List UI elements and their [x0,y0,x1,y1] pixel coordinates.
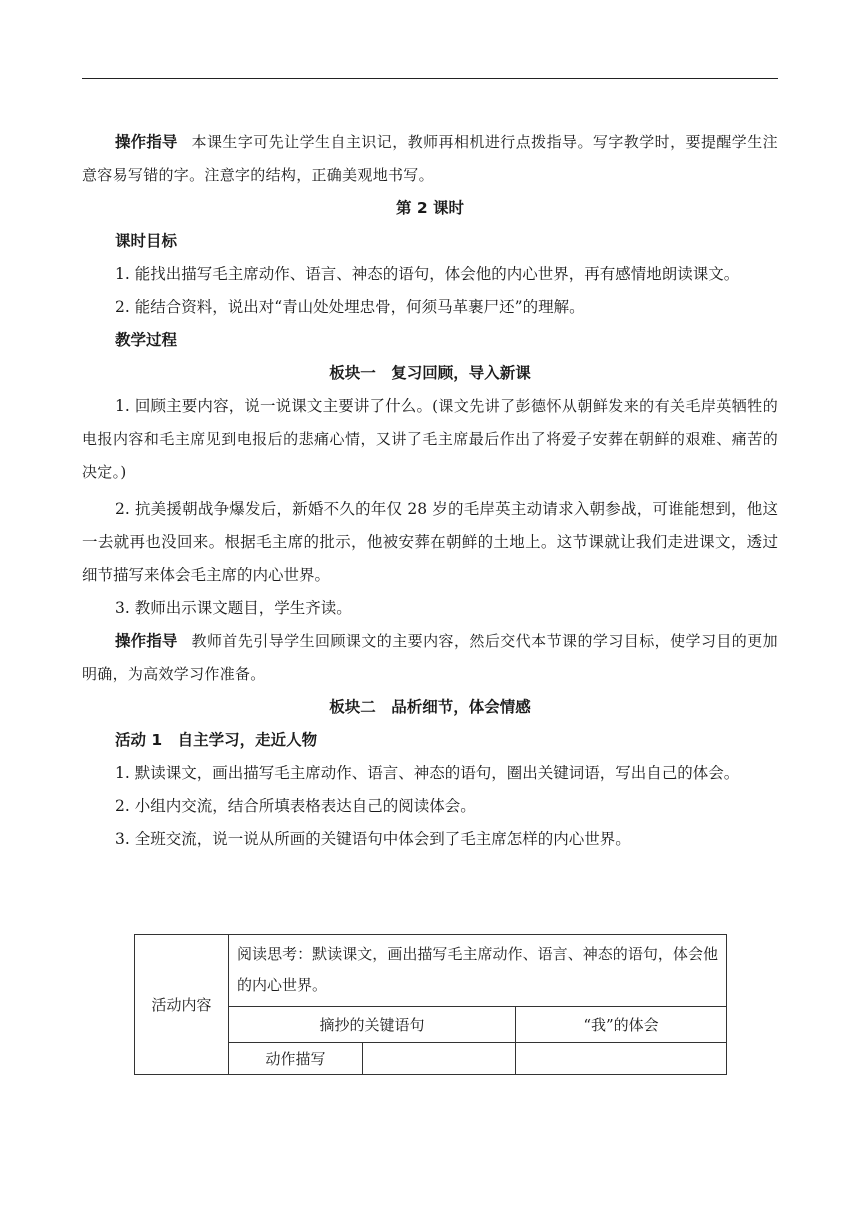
operation-guide-text: 本课生字可先让学生自主识记，教师再相机进行点拨指导。写字教学时，要提醒学生注意容易写错的字。注意字的结构，正确美观地书写。 [82,133,778,184]
objective-item: 2. 能结合资料，说出对“青山处处埋忠骨，何须马革裹尸还”的理解。 [115,298,585,316]
activity-heading: 活动 1 自主学习，走近人物 [115,731,318,749]
operation-guide-2 [82,625,778,691]
block1-item-1 [82,390,778,489]
operation-guide-1 [82,126,778,192]
table-cell-quote[interactable] [363,1043,516,1075]
block2-item: 1. 默读课文，画出描写毛主席动作、语言、神态的语句，圈出关键词语，写出自己的体会。 [115,764,740,782]
column-header-feeling: “我”的体会 [516,1007,727,1043]
block2-title: 板块二 品析细节，体会情感 [329,698,531,716]
activity-content-label: 活动内容 [135,935,229,1075]
block1-item-3: 3. 教师出示课文题目，学生齐读。 [115,599,352,617]
block1-item-1-note: (课文先讲了彭德怀从朝鲜发来的有关毛岸英牺牲的电报内容和毛主席见到电报后的悲痛心情，又讲了毛主席最后作出了将爱子安葬在朝鲜的艰难、痛苦的决定。) [82,397,778,481]
block1-title: 板块一 复习回顾，导入新课 [329,364,531,382]
block1-item-2: 2. 抗美援朝战争爆发后，新婚不久的年仅 28 岁的毛岸英主动请求入朝参战，可谁能想到，他这一去就再也没回来。根据毛主席的批示，他被安葬在朝鲜的土地上。这节课就让我们走进课文，透过细节描写来体会毛主席的内心世界。 [82,500,778,584]
block2-item: 3. 全班交流，说一说从所画的关键语句中体会到了毛主席怎样的内心世界。 [115,830,631,848]
row-label-action: 动作描写 [229,1043,363,1075]
objectives-heading: 课时目标 [115,232,178,250]
column-header-quote: 摘抄的关键语句 [229,1007,516,1043]
document-body [82,126,778,856]
operation-guide-label: 操作指导 [115,632,178,650]
header-rule [82,78,778,79]
block2-item: 2. 小组内交流，结合所填表格表达自己的阅读体会。 [115,797,476,815]
block1-item-1-text: 1. 回顾主要内容，说一说课文主要讲了什么。 [115,397,433,415]
operation-guide-label: 操作指导 [115,133,178,151]
activity-table [134,934,727,1075]
lesson-title: 第 2 课时 [395,199,465,217]
objective-item: 1. 能找出描写毛主席动作、语言、神态的语句，体会他的内心世界，再有感情地朗读课文。 [115,265,740,283]
table-cell-feeling[interactable] [516,1043,727,1075]
reading-prompt: 阅读思考：默读课文，画出描写毛主席动作、语言、神态的语句，体会他的内心世界。 [229,935,727,1007]
process-heading: 教学过程 [115,331,178,349]
operation-guide-text: 教师首先引导学生回顾课文的主要内容，然后交代本节课的学习目标，使学习目的更加明确，为高效学习作准备。 [82,632,778,683]
